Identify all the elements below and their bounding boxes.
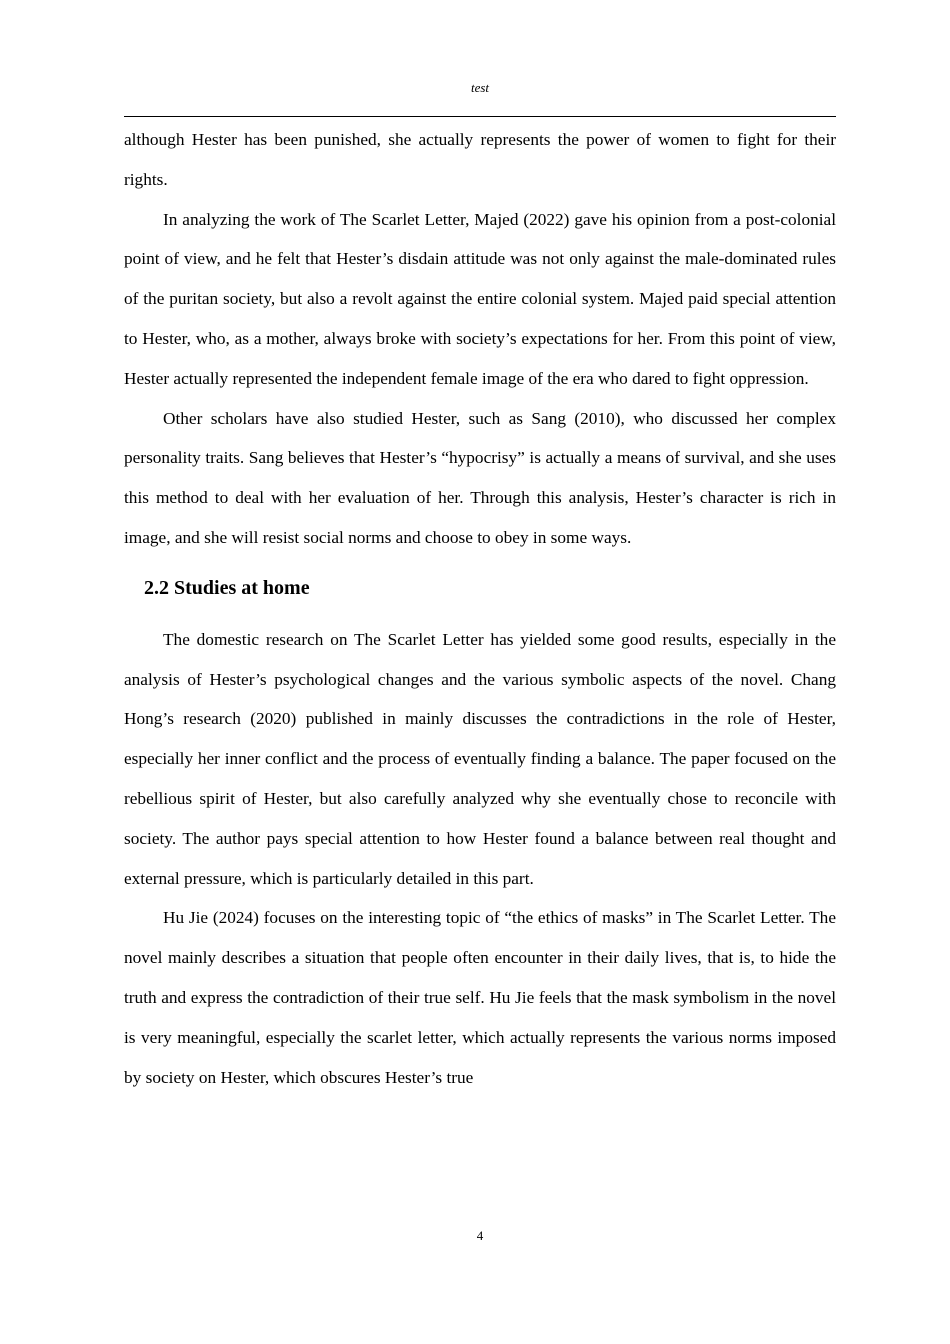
paragraph-hu-jie: Hu Jie (2024) focuses on the interesting topic of “the ethics of masks” in The Scarlet Letter. The novel mainly describes a situation that people often encounter in their daily lives, that is, to hide the truth and express the contradiction of their true self. Hu Jie feels that the mask symbolism in the novel is very meaningful, especially the scarlet letter, which actually represents the various norms imposed by society on Hester, which obscures Hester’s true [124, 908, 836, 1087]
page-number: 4 [476, 1228, 484, 1243]
paragraph-continued: although Hester has been punished, she actually represents the power of women to fight for their rights. [124, 130, 836, 189]
paragraph-majed: In analyzing the work of The Scarlet Letter, Majed (2022) gave his opinion from a post-colonial point of view, and he felt that Hester’s disdain attitude was not only against the male-dominated rules of the puritan society, but also a revolt against the entire colonial system. Majed paid special attention to Hester, who, as a mother, always broke with society’s expectations for her. From this point of view, Hester actually represented the independent female image of the era who dared to fight oppression. [124, 209, 836, 388]
page-body [124, 120, 836, 1097]
section-heading: 2.2 Studies at home [144, 576, 310, 599]
header-rule [124, 116, 836, 117]
paragraph-sang: Other scholars have also studied Hester, such as Sang (2010), who discussed her complex personality traits. Sang believes that Hester’s “hypocrisy” is actually a means of survival, and she uses this method to deal with her evaluation of her. Through this analysis, Hester’s character is rich in image, and she will resist social norms and choose to obey in some ways. [124, 408, 836, 547]
running-header: test [470, 80, 490, 95]
paragraph-domestic-research: The domestic research on The Scarlet Letter has yielded some good results, especially in the analysis of Hester’s psychological changes and the various symbolic aspects of the novel. Chang Hong’s research (2020) published in mainly discusses the contradictions in the role of Hester, especially her inner conflict and the process of eventually finding a balance. The paper focused on the rebellious spirit of Hester, but also carefully analyzed why she eventually chose to reconcile with society. The author pays special attention to how Hester found a balance between real thought and external pressure, which is particularly detailed in this part. [124, 629, 836, 888]
